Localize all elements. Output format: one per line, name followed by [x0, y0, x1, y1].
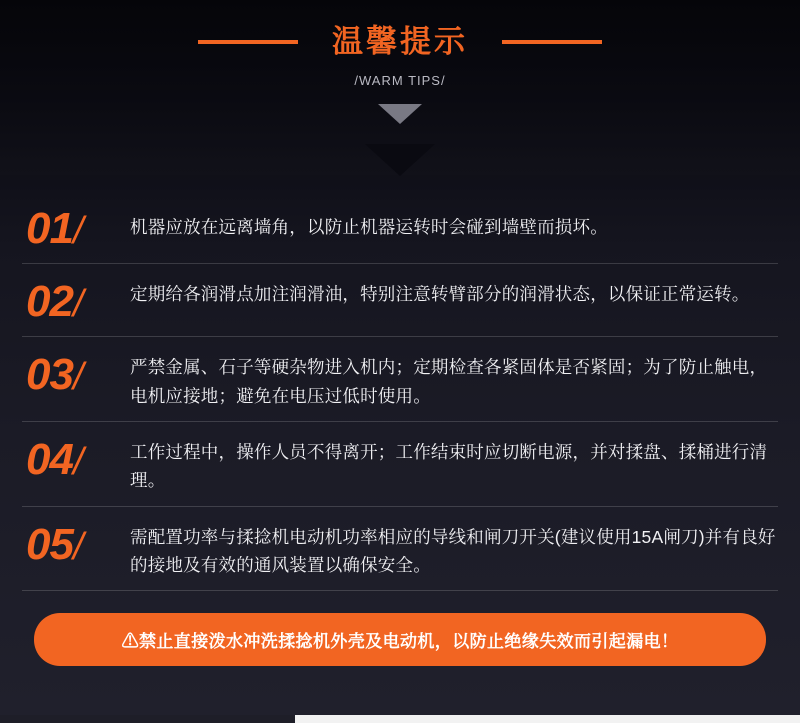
warning-banner: ⚠禁止直接泼水冲洗揉捻机外壳及电动机，以防止绝缘失效而引起漏电！ [34, 613, 766, 666]
warning-banner-wrap [0, 591, 800, 666]
title-rule-right [502, 40, 602, 44]
list-item [22, 337, 778, 422]
tip-number-value: 03 [26, 350, 73, 400]
header-content [0, 0, 800, 124]
list-item [22, 422, 778, 507]
page-subtitle: /WARM TIPS/ [354, 73, 446, 88]
tip-number-value: 02 [26, 277, 73, 327]
bottom-strip-dark [0, 715, 295, 723]
tip-number-value: 05 [26, 519, 73, 569]
header-notch [365, 144, 435, 176]
tip-number [22, 273, 130, 325]
tip-number-slash: / [72, 441, 83, 484]
tip-number-value: 01 [26, 204, 73, 253]
tip-number [22, 516, 130, 568]
bottom-strip [0, 715, 800, 723]
tip-number [22, 346, 130, 398]
tip-text: 机器应放在远离墙角，以防止机器运转时会碰到墙壁而损坏。 [130, 217, 608, 237]
tip-number-value: 04 [26, 435, 73, 485]
tip-number-slash: / [72, 283, 83, 326]
bottom-strip-light [295, 715, 800, 723]
tip-text: 严禁金属、石子等硬杂物进入机内；定期检查各紧固体是否紧固；为了防止触电，电机应接地；避免在电压过低时使用。 [130, 357, 768, 406]
tip-number-slash: / [72, 210, 83, 252]
title-rule-left [198, 40, 298, 44]
title-row [0, 26, 800, 57]
page-header [0, 0, 800, 175]
tip-number-slash: / [72, 525, 83, 568]
list-item [22, 197, 778, 264]
list-item [22, 507, 778, 592]
tip-number [22, 206, 130, 252]
page-title: 温馨提示 [332, 24, 468, 59]
list-item [22, 264, 778, 337]
tip-number [22, 431, 130, 483]
tip-text: 定期给各润滑点加注润滑油，特别注意转臂部分的润滑状态，以保证正常运转。 [130, 284, 750, 305]
tip-number-slash: / [72, 356, 83, 399]
arrow-down-icon [378, 104, 422, 124]
tips-list [0, 175, 800, 591]
tip-text: 需配置功率与揉捻机电动机功率相应的导线和闸刀开关(建议使用15A闸刀)并有良好的接地及有效的通风装置以确保安全。 [130, 526, 776, 576]
tip-text: 工作过程中，操作人员不得离开；工作结束时应切断电源，并对揉盘、揉桶进行清理。 [130, 442, 768, 491]
